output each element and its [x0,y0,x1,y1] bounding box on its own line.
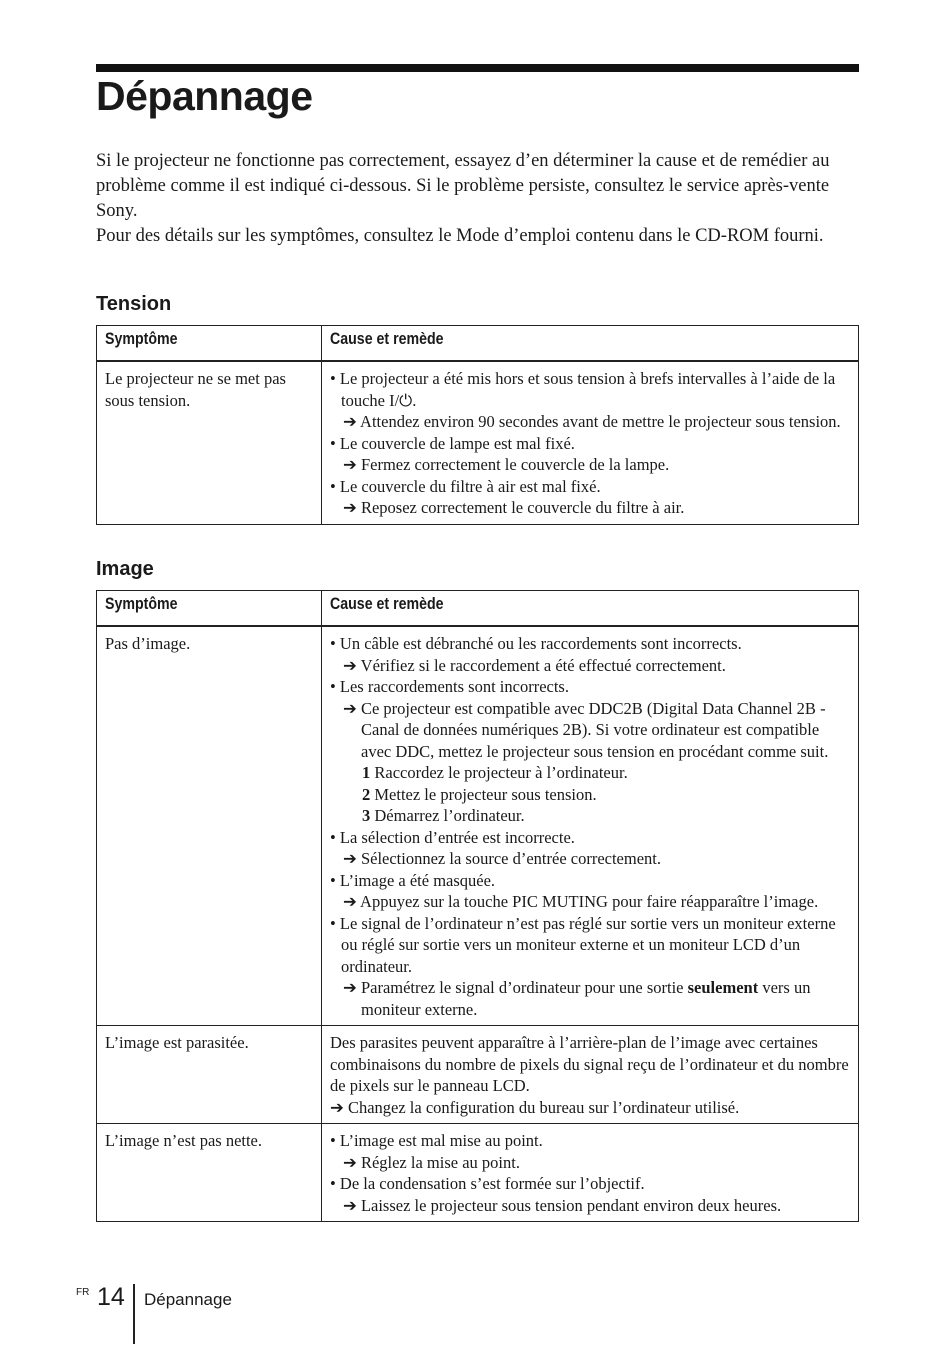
header-symptom: Symptôme [97,326,322,362]
remedy-item: ➔ Appuyez sur la touche PIC MUTING pour faire réapparaître l’image. [343,892,819,911]
image-table [96,590,859,1222]
cause-item: • De la condensation s’est formée sur l’objectif. [330,1174,645,1193]
table-header-row [97,591,859,627]
remedy-item: ➔ Reposez correctement le couvercle du filtre à air. [343,498,685,517]
table-header-row [97,326,859,362]
page-title: Dépannage [96,73,313,119]
cause-item: • Un câble est débranché ou les raccordements sont incorrects. [330,634,742,653]
section-heading-image: Image [96,558,154,580]
cause-cell [322,1026,859,1124]
cause-item: • Les raccordements sont incorrects. [330,677,569,696]
remedy-item: ➔ Sélectionnez la source d’entrée correctement. [343,849,661,868]
footer-section-label: Dépannage [144,1290,232,1309]
cause-text: Des parasites peuvent apparaître à l’arrière-plan de l’image avec certaines combinaisons du nombre de pixels du signal reçu de l’ordinateur et du nombre de pixels sur le panneau LCD. [330,1033,849,1095]
step-item [330,762,850,784]
step-text: Raccordez le projecteur à l’ordinateur. [374,763,628,782]
remedy-item: ➔ Attendez environ 90 secondes avant de mettre le projecteur sous tension. [343,412,841,431]
table-row [97,1124,859,1222]
section-heading-tension: Tension [96,293,172,315]
table-row [97,626,859,1026]
symptom-cell: L’image n’est pas nette. [97,1124,322,1222]
cause-item: • La sélection d’entrée est incorrecte. [330,827,575,847]
remedy-item: ➔ Ce projecteur est compatible avec DDC2B (Digital Data Channel 2B - Canal de données numériques 2B). Si votre ordinateur est compatible avec DDC, mettez le projecteur sous tension en procédant comme suit. [343,698,829,761]
symptom-cell: Le projecteur ne se met pas sous tension. [97,361,322,524]
cause-cell [322,1124,859,1222]
cause-cell [322,626,859,1026]
step-text: Mettez le projecteur sous tension. [374,784,597,804]
step-number: 2 [362,784,371,804]
cause-item: • L’image a été masquée. [330,870,496,890]
cause-item: • Le couvercle de lampe est mal fixé. [330,433,575,453]
intro-paragraph-2: Pour des détails sur les symptômes, consultez le Mode d’emploi contenu dans le CD-ROM fourni. [96,226,824,246]
tension-table [96,325,859,525]
remedy-item: ➔ Paramétrez le signal d’ordinateur pour une sortie seulement vers un moniteur externe. [343,978,811,1019]
intro-paragraph-1: Si le projecteur ne fonctionne pas correctement, essayez d’en déterminer la cause et de remédier au problème comme il est indiqué ci-dessous. Si le problème persiste, consultez le service après-vente Sony. [96,151,830,221]
footer-divider [133,1284,135,1344]
cause-item: • Le couvercle du filtre à air est mal fixé. [330,476,601,496]
remedy-item: ➔ Réglez la mise au point. [343,1152,520,1172]
footer-language: FR [76,1287,90,1298]
page-number: 14 [97,1283,125,1311]
cause-item: • L’image est mal mise au point. [330,1131,543,1150]
cause-item: • Le signal de l’ordinateur n’est pas réglé sur sortie vers un moniteur externe ou réglé sur sortie vers un moniteur externe et un moniteur LCD d’un ordinateur. [330,913,836,976]
step-item [330,805,850,827]
table-row [97,361,859,524]
symptom-cell: Pas d’image. [97,626,322,1026]
cause-item: • Le projecteur a été mis hors et sous tension à brefs intervalles à l’aide de la touche I/⏻. [330,369,836,410]
remedy-item: ➔ Vérifiez si le raccordement a été effectué correctement. [343,655,726,675]
step-item [330,784,850,806]
header-cause: Cause et remède [322,326,859,362]
remedy-item: ➔ Laissez le projecteur sous tension pendant environ deux heures. [343,1195,782,1215]
table-row [97,1026,859,1124]
remedy-item: ➔ Changez la configuration du bureau sur l’ordinateur utilisé. [330,1097,740,1117]
header-symptom: Symptôme [97,591,322,627]
step-text: Démarrez l’ordinateur. [374,806,525,825]
step-number: 3 [362,806,371,825]
intro [96,149,859,249]
symptom-cell: L’image est parasitée. [97,1026,322,1124]
header-cause: Cause et remède [322,591,859,627]
cause-cell [322,361,859,524]
remedy-item: ➔ Fermez correctement le couvercle de la lampe. [343,455,670,474]
step-number: 1 [362,763,371,782]
